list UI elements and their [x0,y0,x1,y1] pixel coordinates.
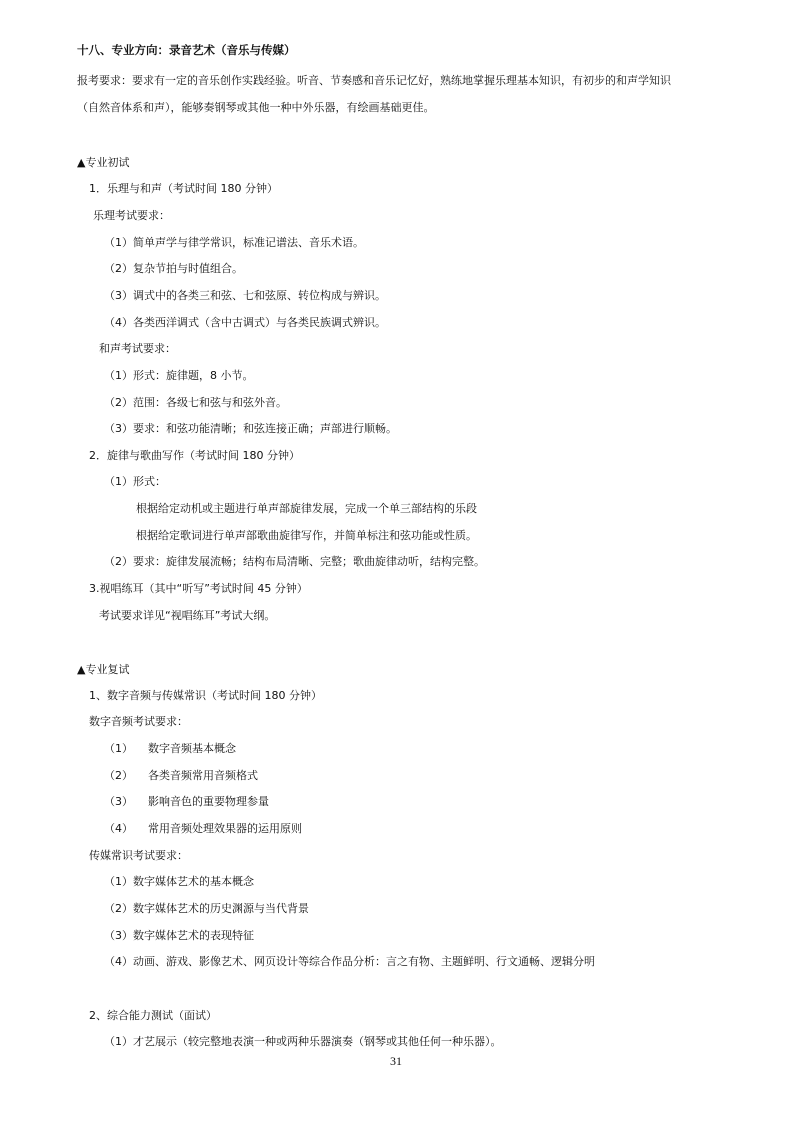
media-item-3: （3）数字媒体艺术的表现特征 [104,929,254,942]
media-item-1: （1）数字媒体艺术的基本概念 [104,875,254,888]
media-item-4: （4）动画、游戏、影像艺术、网页设计等综合作品分析：言之有物、主题鲜明、行文通畅、逻辑分明 [104,955,595,968]
theory-requirements-label: 乐理考试要求： [93,209,170,222]
melody-item-2: （2）要求：旋律发展流畅；结构布局清晰、完整；歌曲旋律动听，结构完整。 [104,555,485,568]
audio-item-1: 数字音频基本概念 [148,742,236,755]
harmony-item-3: （3）要求：和弦功能清晰；和弦连接正确；声部进行顺畅。 [104,422,397,435]
harmony-item-1: （1）形式：旋律题，8 小节。 [104,369,254,382]
retest-section-1-title: 1、数字音频与传媒常识（考试时间 180 分钟） [89,689,322,702]
theory-item-3: （3）调式中的各类三和弦、七和弦原、转位构成与辨识。 [104,289,386,302]
audio-item-3: 影响音色的重要物理参量 [148,795,269,808]
prelim-heading: ▲专业初试 [77,156,130,169]
interview-item-1: （1）才艺展示（较完整地表演一种或两种乐器演奏（钢琴或其他任何一种乐器）。 [104,1035,502,1048]
media-item-2: （2）数字媒体艺术的历史渊源与当代背景 [104,902,309,915]
sight-singing-note: 考试要求详见“视唱练耳”考试大纲。 [99,609,276,622]
theory-item-2: （2）复杂节拍与时值组合。 [104,262,243,275]
audio-item-3-number: （3） [104,795,133,808]
harmony-requirements-label: 和声考试要求： [99,342,176,355]
audio-requirements-label: 数字音频考试要求： [89,715,188,728]
prelim-section-3-title: 3.视唱练耳（其中“听写”考试时间 45 分钟） [89,582,308,595]
intro-line-1: 报考要求：要求有一定的音乐创作实践经验。听音、节奏感和音乐记忆好，熟练地掌握乐理基本知识，有初步的和声学知识 [77,74,671,87]
retest-heading: ▲专业复试 [77,663,130,676]
melody-item-1b: 根据给定歌词进行单声部歌曲旋律写作，并简单标注和弦功能或性质。 [136,529,477,542]
audio-item-4-number: （4） [104,822,133,835]
theory-item-4: （4）各类西洋调式（含中古调式）与各类民族调式辨识。 [104,316,386,329]
prelim-section-1-title: 1．乐理与和声（考试时间 180 分钟） [89,182,278,195]
section-title: 十八、专业方向：录音艺术（音乐与传媒） [77,43,296,57]
retest-section-2-title: 2、综合能力测试（面试） [89,1009,217,1022]
media-requirements-label: 传媒常识考试要求： [89,849,188,862]
audio-item-2: 各类音频常用音频格式 [148,769,258,782]
page-number: 31 [390,1054,402,1068]
theory-item-1: （1）简单声学与律学常识，标准记谱法、音乐术语。 [104,236,364,249]
audio-item-4: 常用音频处理效果器的运用原则 [148,822,302,835]
harmony-item-2: （2）范围：各级七和弦与和弦外音。 [104,396,287,409]
audio-item-2-number: （2） [104,769,133,782]
melody-item-1a: 根据给定动机或主题进行单声部旋律发展，完成一个单三部结构的乐段 [136,502,477,515]
prelim-section-2-title: 2．旋律与歌曲写作（考试时间 180 分钟） [89,449,300,462]
audio-item-1-number: （1） [104,742,133,755]
intro-line-2: （自然音体系和声），能够奏钢琴或其他一种中外乐器，有绘画基础更佳。 [77,101,435,114]
melody-item-1: （1）形式： [104,475,166,488]
